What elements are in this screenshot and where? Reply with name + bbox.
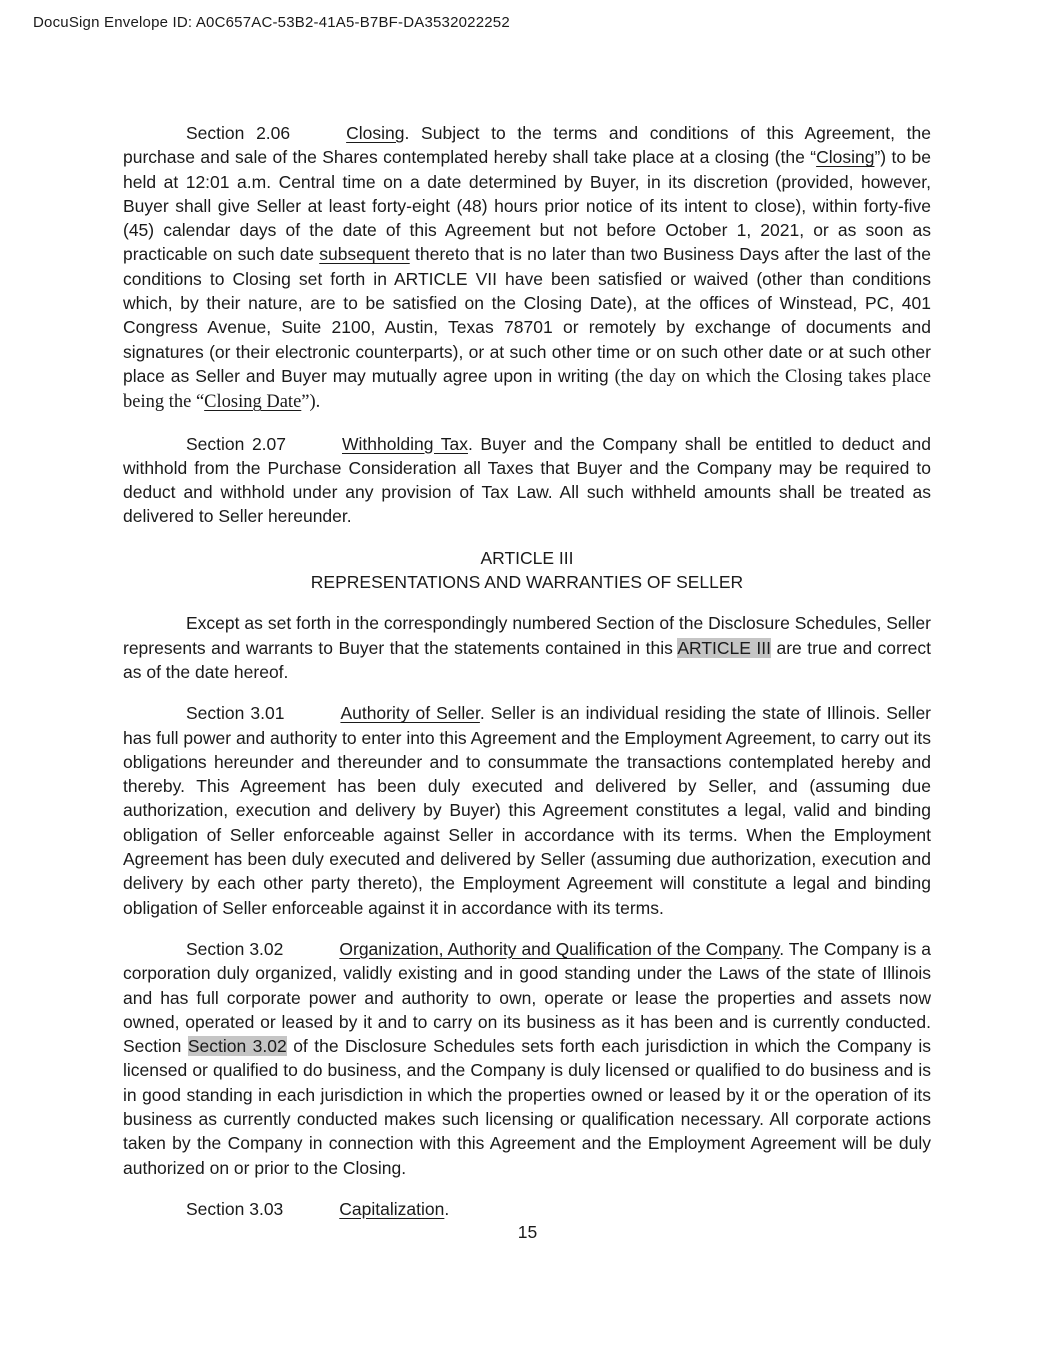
text-run: Section 3.02: [186, 938, 284, 959]
text-run: are true and correct as of the date hereof.: [123, 637, 932, 682]
text-run: Section 3.01: [186, 703, 285, 724]
underlined-text-run: Closing: [816, 147, 875, 168]
article-iii-heading-title: REPRESENTATIONS AND WARRANTIES OF SELLER: [310, 572, 744, 593]
text-run: Section 2.07: [186, 433, 287, 454]
text-run: .: [444, 1198, 450, 1219]
highlighted-text-run: Section 3.02: [187, 1036, 287, 1057]
underlined-text-run: Organization, Authority and Qualification of the Company: [339, 938, 780, 959]
text-run: ”).: [301, 392, 321, 413]
text-run: . Buyer and the Company shall be entitled to deduct and withhold from the Purchase Consideration all Taxes that Buyer and the Company may be required to deduct and withhold under any provision of Tax Law. All such withheld amounts shall be treated as delivered to Seller hereunder.: [123, 433, 932, 527]
text-run: Section 2.06: [186, 123, 291, 143]
paragraph-section-2-07: [123, 432, 931, 529]
article-iii-heading: [123, 546, 931, 595]
text-run: . Subject to the terms and conditions of this Agreement, the purchase and sale of the Shares contemplated hereby shall take place at a closing (the “: [123, 123, 931, 168]
article-iii-heading-number: ARTICLE III: [480, 547, 574, 568]
paragraph-article-iii-intro: [123, 611, 931, 684]
underlined-text-run: Authority of Seller: [340, 703, 480, 724]
text-run: . The Company is a corporation duly organized, validly existing and in good standing under the Laws of the state of Illinois and has full corporate power and authority to own, operate or lease the properties and assets now owned, operated or leased by it and to carry on its business as it has been and is currently conducted. Section: [123, 938, 931, 1057]
paragraph-section-3-02: [123, 937, 931, 1180]
underlined-text-run: Withholding Tax: [342, 433, 468, 454]
text-run: Except as set forth in the correspondingly numbered Section of the Disclosure Schedules, Seller represents and warrants to Buyer that the statements contained in this: [123, 613, 931, 658]
document-body: [123, 121, 931, 1221]
docusign-envelope-id: DocuSign Envelope ID: A0C657AC-53B2-41A5-B7BF-DA3532022252: [33, 14, 510, 31]
page-number: 15: [517, 1222, 538, 1242]
paragraph-section-2-06: [123, 121, 931, 415]
underlined-text-run: Capitalization: [339, 1198, 445, 1219]
paragraph-section-3-03: [123, 1197, 931, 1221]
text-run: thereto that is no later than two Business Days after the last of the conditions to Closing set forth in ARTICLE VII have been satisfied or waived (other than conditions which, by their nature, are to be satisfied on the Closing Date), at the offices of Winstead, PC, 401 Congress Avenue, Suite 2100, Austin, Texas 78701 or remotely by exchange of documents and signatures (or their electronic counterparts), or at such other time or on such other date or at such other place as Seller and Buyer may mutually agree upon in writing: [123, 244, 932, 386]
underlined-text-run: Closing: [346, 123, 405, 143]
text-run: . Seller is an individual residing the state of Illinois. Seller has full power and authority to enter into this Agreement and the Employment Agreement, to carry out its obligations hereunder and thereunder and to consummate the transactions contemplated hereby and thereby. This Agreement has been duly executed and delivered by Seller, and (assuming due authorization, execution and delivery by Buyer) this Agreement constitutes a legal, valid and binding obligation of Seller enforceable against Seller in accordance with its terms. When the Employment Agreement has been duly executed and delivered by Seller (assuming due authorization, execution and delivery by each other party thereto), the Employment Agreement will constitute a legal and binding obligation of Seller enforceable against it in accordance with its terms.: [123, 703, 932, 918]
text-run: (the day on which the Closing takes place being the “: [123, 366, 932, 413]
highlighted-text-run: ARTICLE III: [677, 637, 771, 658]
paragraph-section-3-01: [123, 701, 931, 920]
underlined-text-run: subsequent: [319, 244, 410, 265]
text-run: of the Disclosure Schedules sets forth each jurisdiction in which the Company is licensed or qualified to do business, and the Company is duly licensed or qualified to do business and is in good standing in each jurisdiction in which the properties owned or leased by it or the operation of its business as currently conducted makes such licensing or qualification necessary. All corporate actions taken by the Company in connection with this Agreement and the Employment Agreement will be duly authorized on or prior to the Closing.: [123, 1036, 932, 1178]
text-run: Section 3.03: [186, 1198, 284, 1219]
text-run: ”) to be held at 12:01 a.m. Central time on a date determined by Buyer, in its discretion (provided, however, Buyer shall give Seller at least forty-eight (48) hours prior notice of its intent to close), within forty-five (45) calendar days of the date of this Agreement but not before October 1, 2021, or as soon as practicable on such date: [123, 147, 931, 265]
underlined-text-run: Closing Date: [204, 392, 302, 413]
